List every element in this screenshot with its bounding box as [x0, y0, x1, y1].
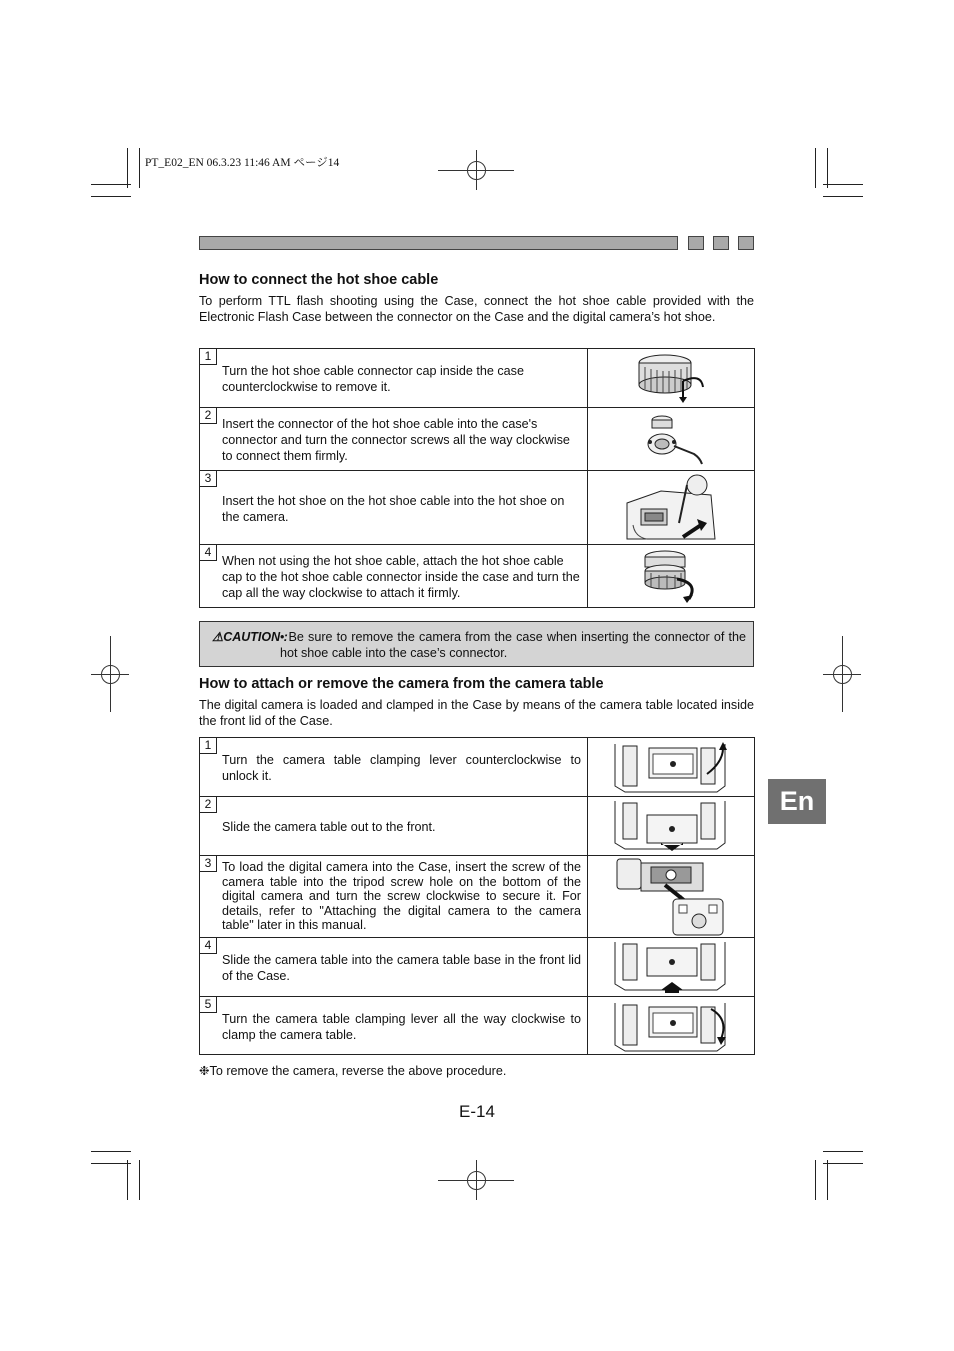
caution-label: ⚠CAUTION : — [212, 630, 288, 644]
steps-table — [199, 348, 755, 608]
header-square — [713, 236, 729, 250]
step-number: 2 — [200, 797, 217, 813]
crop-mark — [91, 196, 131, 197]
cable-connector-icon — [636, 412, 706, 466]
step-row — [200, 797, 588, 856]
step-row — [200, 408, 588, 471]
camera-table-unlock-icon — [611, 740, 731, 794]
step-text: Turn the hot shoe cable connector cap inside the case counterclockwise to remove it. — [222, 364, 524, 394]
crop-mark — [827, 148, 828, 188]
crop-mark — [139, 1160, 140, 1200]
slide-in-icon — [611, 940, 731, 994]
step-illustration — [588, 408, 755, 471]
crop-mark — [815, 1160, 816, 1200]
crop-mark — [91, 1163, 131, 1164]
step-text: When not using the hot shoe cable, attach the hot shoe cable cap to the hot shoe cable connector inside the case and turn the cap all the way clockwise to attach it firmly. — [222, 554, 580, 600]
crop-mark — [91, 184, 131, 185]
step-illustration — [588, 938, 755, 997]
step-text: Slide the camera table out to the front. — [222, 820, 436, 834]
registration-mark — [467, 1171, 486, 1190]
registration-mark — [833, 665, 852, 684]
crop-mark — [91, 1151, 131, 1152]
crop-mark — [139, 148, 140, 188]
step-number: 4 — [200, 545, 217, 561]
load-camera-icon — [611, 857, 731, 937]
step-number: 2 — [200, 408, 217, 424]
step-number: 3 — [200, 471, 217, 487]
header-square — [688, 236, 704, 250]
step-number: 1 — [200, 349, 217, 365]
step-illustration — [588, 997, 755, 1055]
step-number: 3 — [200, 856, 217, 872]
language-tab: En — [768, 779, 826, 824]
section-heading: How to connect the hot shoe cable — [199, 272, 439, 288]
step-row — [200, 856, 588, 938]
step-illustration — [588, 471, 755, 545]
header-square — [738, 236, 754, 250]
crop-mark — [815, 148, 816, 188]
step-row — [200, 738, 588, 797]
page-number: E-14 — [459, 1102, 495, 1121]
steps-table — [199, 737, 755, 1055]
step-row — [200, 997, 588, 1055]
print-header: PT_E02_EN 06.3.23 11:46 AM ページ14 — [145, 157, 340, 169]
step-text: Turn the camera table clamping lever all the way clockwise to clamp the camera table. — [222, 1011, 581, 1042]
crop-mark — [827, 1160, 828, 1200]
step-illustration — [588, 349, 755, 408]
header-bar — [199, 236, 678, 250]
step-number: 4 — [200, 938, 217, 954]
caution-box — [199, 621, 754, 667]
crop-mark — [127, 148, 128, 188]
step-text: Turn the camera table clamping lever counterclockwise to unlock it. — [222, 753, 581, 783]
step-illustration — [588, 545, 755, 608]
crop-mark — [127, 1160, 128, 1200]
step-number: 1 — [200, 738, 217, 754]
crop-mark — [823, 1163, 863, 1164]
crop-mark — [823, 1151, 863, 1152]
step-text: To load the digital camera into the Case, insert the screw of the camera table into the tripod screw hole on the bottom of the digital camera and turn the screw clockwise to secure it. For details, refer to "Attaching the digital camera to the camera table" later in this manual. — [222, 860, 581, 933]
step-text: Insert the hot shoe on the hot shoe cable into the hot shoe on the camera. — [222, 493, 565, 524]
step-illustration — [588, 856, 755, 938]
camera-table-clamp-icon — [611, 999, 731, 1053]
slide-out-icon — [611, 799, 731, 853]
camera-hot-shoe-icon — [621, 473, 721, 543]
connector-cap-icon — [635, 351, 707, 405]
cable-cap-icon — [641, 549, 701, 603]
step-illustration — [588, 738, 755, 797]
step-number: 5 — [200, 997, 217, 1013]
caution-text: • Be sure to remove the camera from the case when inserting the connector of the hot shoe cable into the case’s connector. — [280, 630, 746, 660]
step-row — [200, 545, 588, 608]
section-intro: The digital camera is loaded and clamped in the Case by means of the camera table located inside the front lid of the Case. — [199, 698, 754, 728]
footnote: ❉To remove the camera, reverse the above procedure. — [199, 1064, 507, 1078]
crop-mark — [823, 196, 863, 197]
step-row — [200, 471, 588, 545]
registration-mark — [101, 665, 120, 684]
step-row — [200, 938, 588, 997]
step-illustration — [588, 797, 755, 856]
crop-mark — [823, 184, 863, 185]
step-row — [200, 349, 588, 408]
step-text: Slide the camera table into the camera table base in the front lid of the Case. — [222, 953, 581, 983]
section-heading: How to attach or remove the camera from the camera table — [199, 676, 604, 692]
step-text: Insert the connector of the hot shoe cable into the case's connector and turn the connector screws all the way clockwise to connect them firmly. — [222, 417, 570, 463]
section-intro: To perform TTL flash shooting using the Case, connect the hot shoe cable provided with the Electronic Flash Case between the connector on the Case and the digital camera’s hot shoe. — [199, 294, 754, 324]
registration-mark — [467, 161, 486, 180]
